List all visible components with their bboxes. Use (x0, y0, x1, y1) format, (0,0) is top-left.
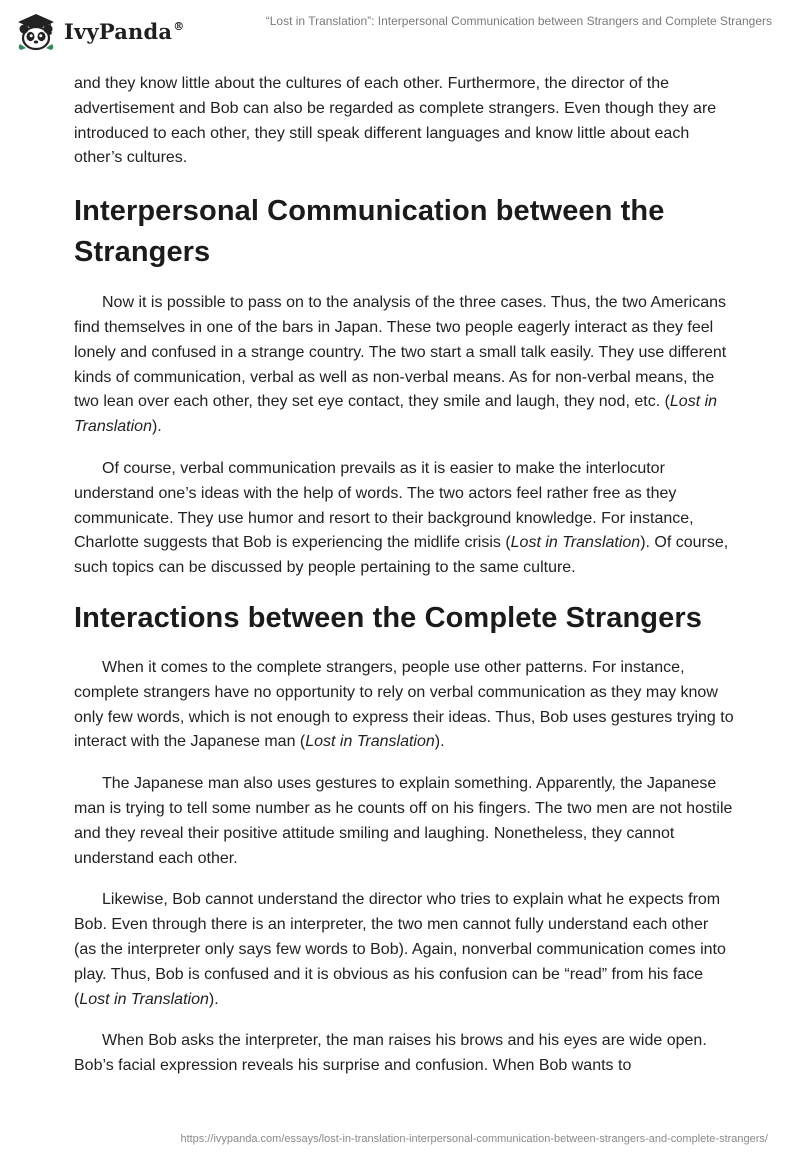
source-url[interactable]: https://ivypanda.com/essays/lost-in-translation-interpersonal-communication-between-strangers-and-complete-strangers/ (180, 1133, 768, 1145)
document-title: “Lost in Translation”: Interpersonal Communication between Strangers and Complete Strangers (265, 14, 772, 28)
section-heading-complete-strangers: Interactions between the Complete Strangers (74, 601, 702, 634)
intro-paragraph: and they know little about the cultures of each other. Furthermore, the director of the advertisement and Bob can also be regarded as complete strangers. Even though they are introduced to each other, they still speak different languages and know little about each other’s cultures. (74, 75, 717, 167)
citation: Lost in Translation (305, 733, 435, 751)
page-header (0, 0, 800, 60)
ivypanda-logo[interactable] (14, 9, 184, 53)
paragraph-6: When Bob asks the interpreter, the man raises his brows and his eyes are wide open. Bob’s facial expression reveals his surprise and confusion. When Bob wants to (74, 1032, 707, 1075)
paragraph-5: Likewise, Bob cannot understand the director who tries to explain what he expects from Bob. Even through there is an interpreter, the two men cannot fully understand each other (as the interpreter only says few words to Bob). Again, nonverbal communication comes into play. Thus, Bob is confused and it is obvious as his confusion can be “read” from his face (Lost in Translation). (74, 891, 726, 1008)
article-body (74, 72, 734, 1096)
section-heading-strangers: Interpersonal Communication between the Strangers (74, 195, 665, 269)
citation: Lost in Translation (79, 990, 209, 1008)
paragraph-2: Of course, verbal communication prevails as it is easier to make the interlocutor understand one’s ideas with the help of words. The two actors feel rather free as they communicate. They use humor and resort to their background knowledge. For instance, Charlotte suggests that Bob is experiencing the midlife crisis (Lost in Translation). Of course, such topics can be discussed by people pertaining to the same culture. (74, 459, 729, 577)
paragraph-3: When it comes to the complete strangers, people use other patterns. For instance, complete strangers have no opportunity to rely on verbal communication as they may know only few words, which is not enough to express their ideas. Thus, Bob uses gestures trying to interact with the Japanese man (Lost in Translation). (74, 658, 734, 751)
citation: Lost in Translation (74, 393, 718, 436)
paragraph-1: Now it is possible to pass on to the analysis of the three cases. Thus, the two Americans find themselves in one of the bars in Japan. These two people eagerly interact as they feel lonely and confused in a strange country. The two start a small talk easily. They use different kinds of communication, verbal as well as non-verbal means. As for non-verbal means, the two lean over each other, they set eye contact, they smile and laugh, they nod, etc. (Lost in Translation). (74, 294, 727, 436)
panda-graduate-icon (14, 11, 58, 51)
paragraph-4: The Japanese man also uses gestures to explain something. Apparently, the Japanese man is trying to tell some number as he counts off on his fingers. The two men are not hostile and they reveal their positive attitude smiling and laughing. Nonetheless, they cannot understand each other. (74, 775, 733, 867)
citation: Lost in Translation (510, 534, 641, 552)
logo-text: IvyPanda® (64, 18, 185, 44)
